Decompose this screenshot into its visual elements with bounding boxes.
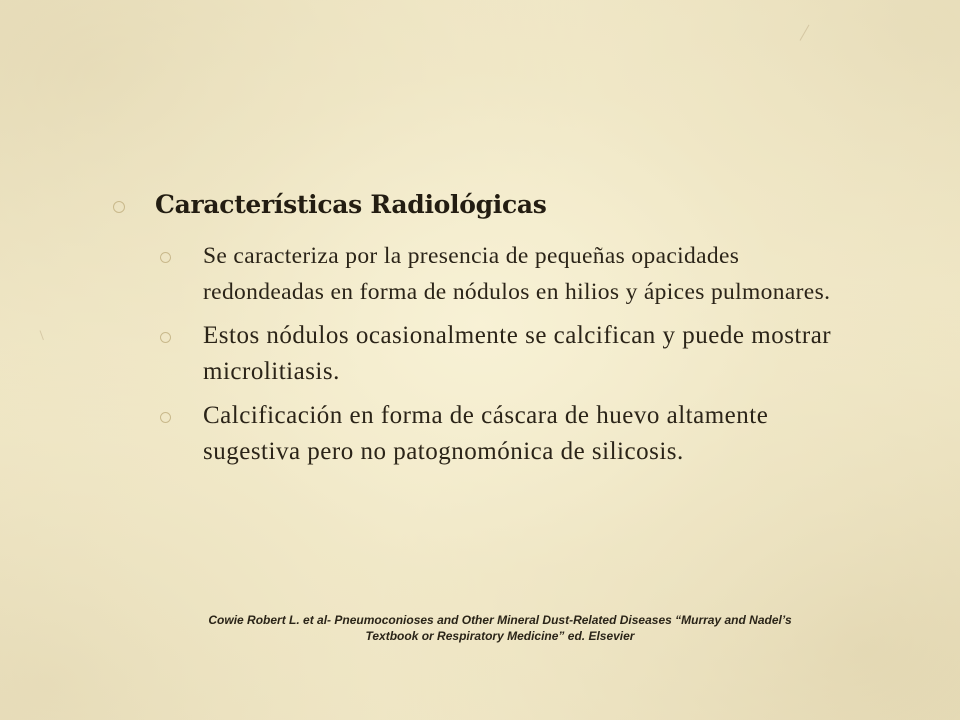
list-item-text: Calcificación en forma de cáscara de huevo altamente sugestiva pero no patognomónica de silicosis. — [203, 402, 769, 465]
bullet-icon — [160, 252, 171, 263]
bullet-icon — [160, 332, 171, 343]
list-item-text: Se caracteriza por la presencia de pequeñas opacidades redondeadas en forma de nódulos en hilios y ápices pulmonares. — [203, 243, 831, 305]
heading-bullet-icon — [113, 201, 125, 213]
citation-line-1: Cowie Robert L. et al- Pneumoconioses and Other Mineral Dust-Related Diseases “Murray and Nadel’s — [208, 613, 792, 627]
list-item-text: Estos nódulos ocasionalmente se calcifican y puede mostrar microlitiasis. — [203, 322, 832, 385]
list-item — [160, 238, 840, 310]
list-item — [160, 398, 840, 470]
bullet-list — [160, 238, 840, 478]
texture-scratch — [40, 330, 44, 340]
citation — [150, 612, 850, 644]
list-item — [160, 318, 840, 390]
bullet-icon — [160, 412, 171, 423]
slide-heading: Características Radiológicas — [155, 190, 547, 219]
citation-line-2: Textbook or Respiratory Medicine” ed. Elsevier — [365, 629, 635, 643]
texture-scratch — [800, 25, 810, 41]
